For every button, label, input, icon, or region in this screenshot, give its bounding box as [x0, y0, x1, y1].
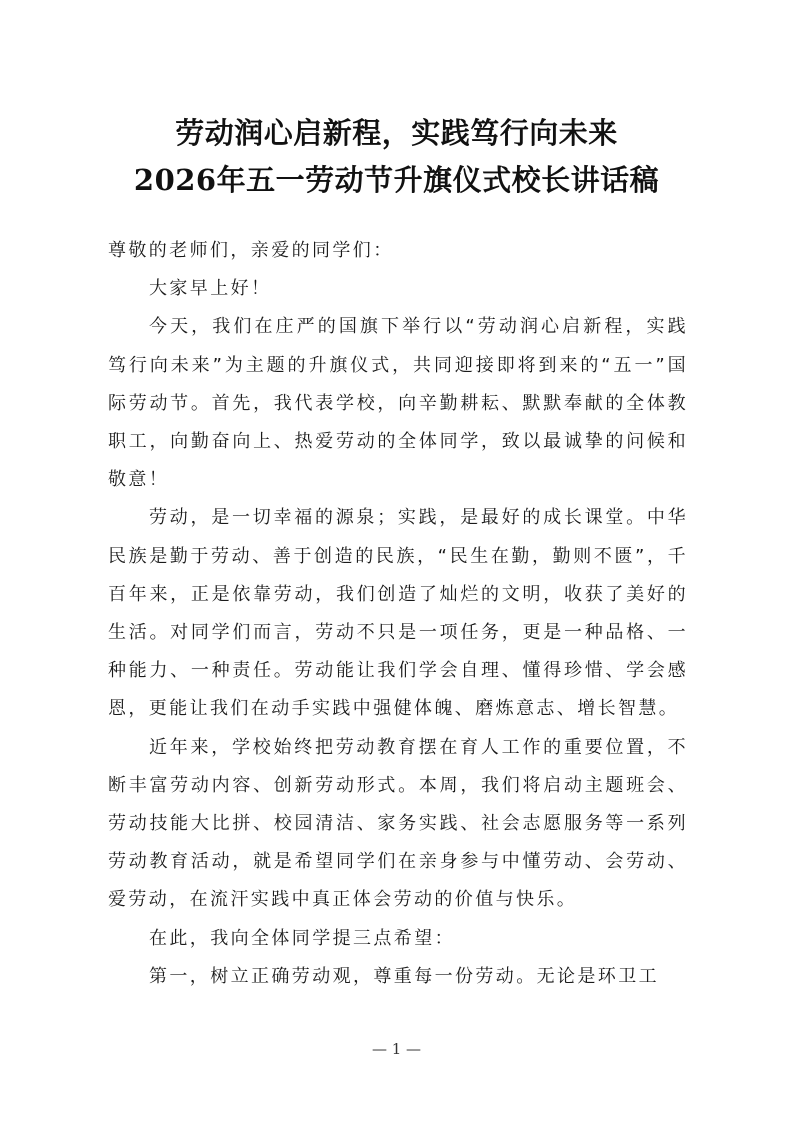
salutation: 尊敬的老师们，亲爱的同学们：: [108, 240, 394, 261]
paragraph-hope-one: 第一，树立正确劳动观，尊重每一份劳动。无论是环卫工: [149, 965, 659, 987]
paragraph-intro: 今天，我们在庄严的国旗下举行以“劳动润心启新程，实践笃行向未来”为主题的升旗仪式，共同迎接即将到来的“五一”国际劳动节。首先，我代表学校，向辛勤耕耘、默默奉献的全体教职工，向勤奋向上、热爱劳动的全体同学，致以最诚挚的问候和敬意！: [108, 316, 688, 491]
paragraph-school-activities: 近年来，学校始终把劳动教育摆在育人工作的重要位置，不断丰富劳动内容、创新劳动形式。本周，我们将启动主题班会、劳动技能大比拼、校园清洁、家务实践、社会志愿服务等一系列劳动教育活动，就是希望同学们在亲身参与中懂劳动、会劳动、爱劳动，在流汗实践中真正体会劳动的价值与快乐。: [108, 736, 688, 911]
paragraph-greeting: 大家早上好！: [149, 278, 272, 300]
paragraph-labor-value: 劳动，是一切幸福的源泉；实践，是最好的成长课堂。中华民族是勤于劳动、善于创造的民族，“民生在勤，勤则不匮”，千百年来，正是依靠劳动，我们创造了灿烂的文明，收获了美好的生活。对同学们而言，劳动不只是一项任务，更是一种品格、一种能力、一种责任。劳动能让我们学会自理、懂得珍惜、学会感恩，更能让我们在动手实践中强健体魄、磨炼意志、增长智慧。: [108, 507, 688, 720]
paragraph-hopes-intro: 在此，我向全体同学提三点希望：: [149, 927, 455, 949]
document-title-line1: 劳动润心启新程，实践笃行向未来: [175, 116, 618, 150]
document-body: [108, 232, 688, 996]
document-title-line2: 2026年五一劳动节升旗仪式校长讲话稿: [133, 163, 660, 197]
page-number: — 1 —: [371, 1040, 422, 1058]
